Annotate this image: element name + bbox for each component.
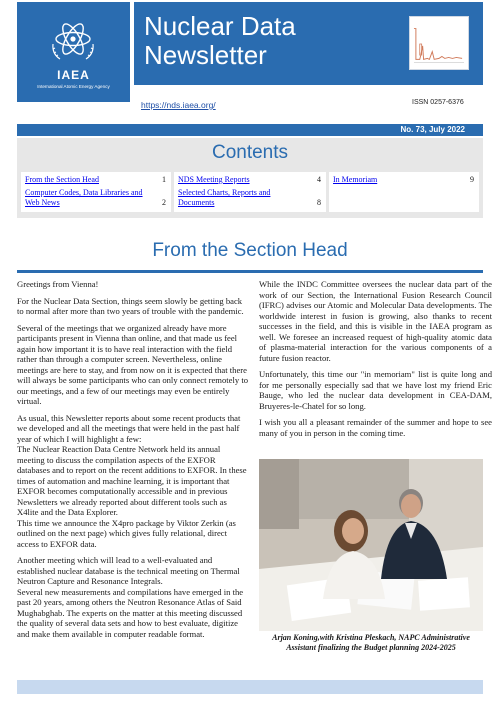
toc-item-computer-codes[interactable]: Computer Codes, Data Libraries and Web News (25, 188, 143, 207)
footer-bar (17, 680, 483, 694)
newsletter-title (144, 12, 296, 70)
newsletter-title-banner (134, 2, 483, 85)
article-paragraph: Unfortunately, this time our "in memoriam" list is quite long and for me personally especially sad that we have lost my friend Eric Bauge, who led the nuclear data development in CEA-DAM, Bruyeres-le-Chatel for so long. (259, 369, 492, 411)
article-paragraph: Several of the meetings that we organized already have more participants present in Vienna than online, and that made us feel again how important it is to have real interaction with the field rather than through a computer screen. Nevertheless, online meetings are here to stay, and from now on it is expected that there will always be some participants who can only connect remotely to our meetings, and a few of our meetings may even be entirely virtual. (17, 322, 249, 406)
article-paragraph: Several new measurements and compilations have emerged in the past 20 years, among others the Neutron Resonance Atlas of Said Mughabghab. The experts on the matter at this meeting discussed the quality of several data sets and how to best evaluate, digitize and make them available in computer readable format. (17, 586, 244, 639)
title-line-2: Newsletter (144, 40, 267, 70)
contents-title: Contents (211, 142, 289, 163)
article-paragraph: As usual, this Newsletter reports about some recent products that we developed and all the meetings that were held in the past half year of which I will highlight a few: (17, 412, 241, 444)
logo-name: IAEA (57, 68, 90, 82)
meeting-photo (259, 459, 483, 631)
toc-column-3 (329, 172, 479, 212)
article-paragraph: Greetings from Vienna! (17, 279, 99, 289)
issue-number: No. 73, July 2022 (400, 125, 465, 134)
masthead (0, 0, 500, 124)
toc-page-number: 4 (317, 175, 321, 184)
article-heading: From the Section Head (152, 240, 348, 261)
title-line-1: Nuclear Data (144, 11, 296, 41)
article-paragraph: For the Nuclear Data Section, things seem slowly be getting back to normal after more than two years of trouble with the pandemic. (17, 295, 244, 316)
article-paragraph: The Nuclear Reaction Data Centre Network held its annual meeting to discuss the compilation aspects of the EXFOR databases and to report on the recent additions to EXFOR. In these times of automation and machine learning, it is important that EXFOR becomes computationally accessible and in previous Newsletters we already reported about different tools such as X4lite and the Data Explorer. (17, 444, 247, 517)
iaea-logo (17, 2, 130, 102)
issn-number: ISSN 0257-6376 (412, 99, 464, 106)
article-paragraph: I wish you all a pleasant remainder of the summer and hope to see many of you in person in the coming time. (259, 417, 492, 438)
toc-item-section-head[interactable]: From the Section Head (25, 175, 99, 184)
toc-column-1 (21, 172, 171, 212)
photo-caption: Arjan Koning,with Kristina Pleskach, NAPC Administrative Assistant finalizing the Budget planning 2024-2025 (272, 633, 470, 652)
toc-item-selected-charts[interactable]: Selected Charts, Reports and Documents (178, 188, 271, 207)
article-paragraph: Another meeting which will lead to a well-evaluated and established nuclear database is the technical meeting on Thermal Neutron Capture and Resonance Integrals. (17, 555, 240, 586)
spectrum-graph-icon (409, 16, 469, 70)
article-paragraph: While the INDC Committee oversees the nuclear data part of the work of our Section, the International Fusion Research Council (IFRC) advises our Atomic and Molecular Data developments. The worldwide interest in fusion is growing, also thanks to recent successes in the field, and this is visible in the IAEA program as well. We foresee an increased request of high-quality atomic data of plasma-material interaction for the various components of a future fusion reactor. (259, 279, 492, 363)
atom-emblem-icon (48, 14, 98, 64)
article-left-column (17, 279, 250, 645)
toc-item-in-memoriam[interactable]: In Memoriam (333, 175, 378, 184)
article-heading-rule (17, 270, 483, 273)
toc-column-2 (174, 172, 326, 212)
article-paragraph: This time we announce the X4pro package by Viktor Zerkin (as outlined on the next page) which gives fully relational, direct access to EXFOR data. (17, 517, 236, 549)
article-right-column (259, 279, 492, 444)
toc-page-number: 9 (470, 175, 474, 184)
newsletter-url-link[interactable]: https://nds.iaea.org/ (141, 100, 216, 110)
issue-bar (17, 124, 483, 136)
toc-page-number: 2 (162, 198, 166, 207)
toc-page-number: 1 (162, 175, 166, 184)
contents-box (17, 138, 483, 218)
logo-subtitle: International Atomic Energy Agency (37, 84, 110, 89)
toc-page-number: 8 (317, 198, 321, 207)
toc-item-meeting-reports[interactable]: NDS Meeting Reports (178, 175, 250, 184)
